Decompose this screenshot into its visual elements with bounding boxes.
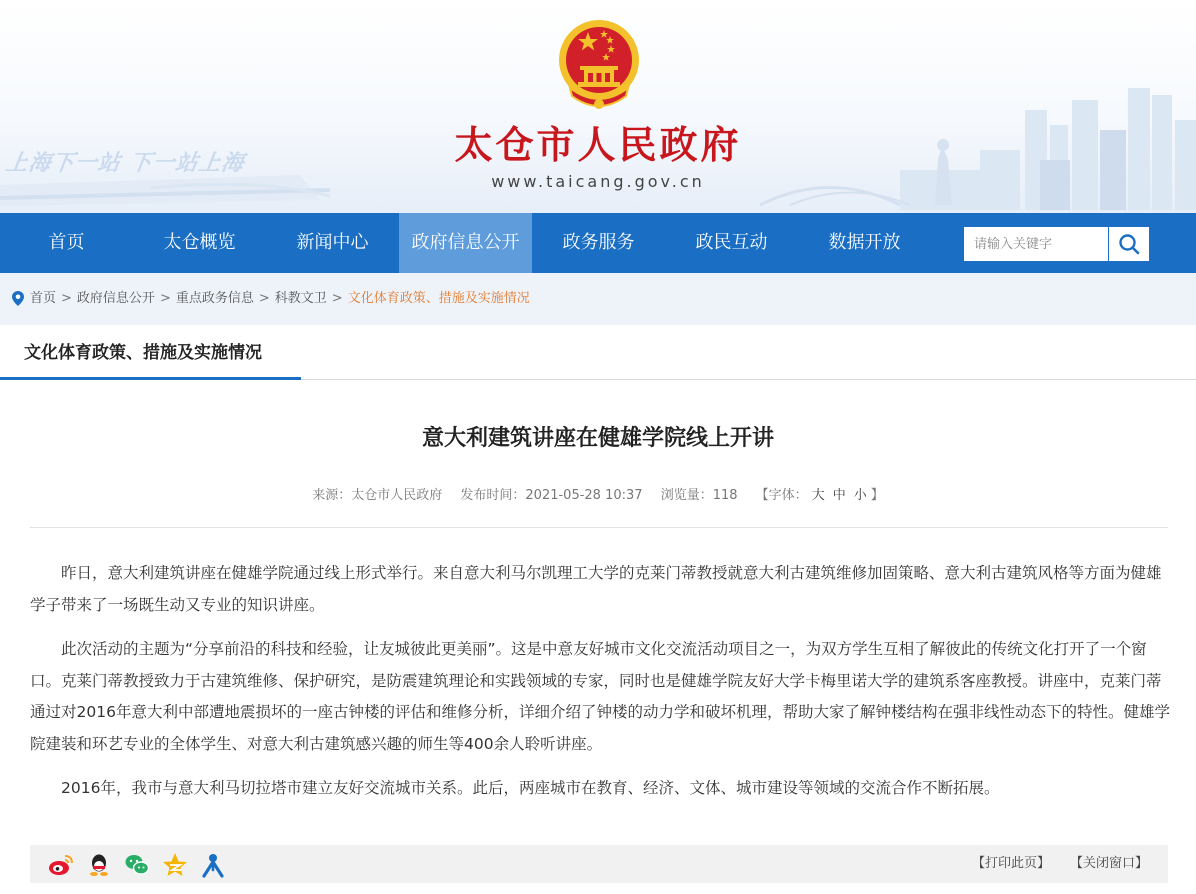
article-paragraph: 此次活动的主题为“分享前沿的科技和经验，让友城彼此更美丽”。这是中意友好城市文化交流活动项目之一，为双方学生互相了解彼此的传统文化打开了一个窗口。克莱门蒂教授致力于古建筑维修、保护研究，是防震建筑理论和实践领域的专家，同时也是健雄学院友好大学卡梅里诺大学的建筑系客座教授。讲座中，克莱门蒂通过对2016年意大利中部遭地震损坏的一座古钟楼的评估和维修分析，详细介绍了钟楼的动力学和破坏机理，帮助大家了解钟楼结构在强非线性动态下的特性。健雄学院建装和环艺专业的全体学生、对意大利古建筑感兴趣的师生等400余人聆听讲座。 xyxy=(30,640,1170,753)
article-meta xyxy=(0,484,1196,503)
breadcrumb-bar xyxy=(0,273,1196,325)
search-button[interactable] xyxy=(1109,227,1149,261)
article-divider xyxy=(30,527,1168,528)
nav-item-home[interactable]: 首页 xyxy=(48,232,85,253)
article-publish-time: 发布时间：2021-05-28 10:37 xyxy=(460,488,643,503)
article-paragraph: 2016年，我市与意大利马切拉塔市建立友好交流城市关系。此后，两座城市在教育、经济、文体、城市建设等领域的交流合作不断拓展。 xyxy=(61,779,1000,797)
article-source: 来源：太仓市人民政府 xyxy=(312,488,443,503)
column-title-bar xyxy=(0,325,1196,380)
column-title: 文化体育政策、措施及实施情况 xyxy=(0,325,301,380)
slogan-text: 上海下一站 下一站上海 xyxy=(3,151,247,176)
font-size-small[interactable]: 小 xyxy=(853,488,867,503)
renren-icon[interactable] xyxy=(200,852,226,878)
font-size-medium[interactable]: 中 xyxy=(832,488,846,503)
article-views: 浏览量：118 xyxy=(660,488,738,503)
nav-item-interaction[interactable]: 政民互动 xyxy=(695,232,768,253)
breadcrumb-current[interactable]: 文化体育政策、措施及实施情况 xyxy=(347,291,530,306)
search-input[interactable] xyxy=(964,227,1108,261)
site-header xyxy=(0,0,1196,213)
breadcrumb-home[interactable]: 首页 xyxy=(30,291,57,306)
nav-item-services[interactable]: 政务服务 xyxy=(562,232,635,253)
breadcrumb-edu-culture[interactable]: 科教文卫 xyxy=(274,291,327,306)
weibo-icon[interactable] xyxy=(48,852,74,878)
nav-item-news[interactable]: 新闻中心 xyxy=(296,232,369,253)
article-content xyxy=(30,558,1170,818)
share-toolbar xyxy=(30,845,1168,883)
font-size-large[interactable]: 大 xyxy=(811,488,825,503)
font-size-switcher: 【字体： 大 中 小 】 xyxy=(755,488,884,503)
nav-item-overview[interactable]: 太仓概览 xyxy=(163,232,236,253)
site-title: 太仓市人民政府 xyxy=(454,122,742,167)
qzone-icon[interactable] xyxy=(162,852,188,878)
location-pin-icon xyxy=(12,291,24,306)
nav-item-gov-info[interactable]: 政府信息公开 xyxy=(399,213,532,273)
national-emblem-icon xyxy=(556,18,642,114)
breadcrumb: 首页 > 政府信息公开 > 重点政务信息 > 科教文卫 > 文化体育政策、措施及实施情况 xyxy=(12,273,530,325)
site-url: www.taicang.gov.cn xyxy=(491,172,705,191)
nav-item-open-data[interactable]: 数据开放 xyxy=(828,232,901,253)
print-page-link[interactable]: 【打印此页】 xyxy=(972,856,1051,871)
breadcrumb-gov-info[interactable]: 政府信息公开 xyxy=(76,291,155,306)
qq-icon[interactable] xyxy=(86,852,112,878)
article-paragraph: 昨日，意大利建筑讲座在健雄学院通过线上形式举行。来自意大利马尔凯理工大学的克莱门蒂教授就意大利古建筑维修加固策略、意大利古建筑风格等方面为健雄学子带来了一场既生动又专业的知识讲座。 xyxy=(30,564,1162,614)
close-window-link[interactable]: 【关闭窗口】 xyxy=(1070,856,1149,871)
article-title: 意大利建筑讲座在健雄学院线上开讲 xyxy=(421,426,774,451)
breadcrumb-key-info[interactable]: 重点政务信息 xyxy=(175,291,254,306)
wechat-icon[interactable] xyxy=(124,852,150,878)
main-nav xyxy=(0,213,1196,273)
search-icon xyxy=(1118,233,1140,255)
